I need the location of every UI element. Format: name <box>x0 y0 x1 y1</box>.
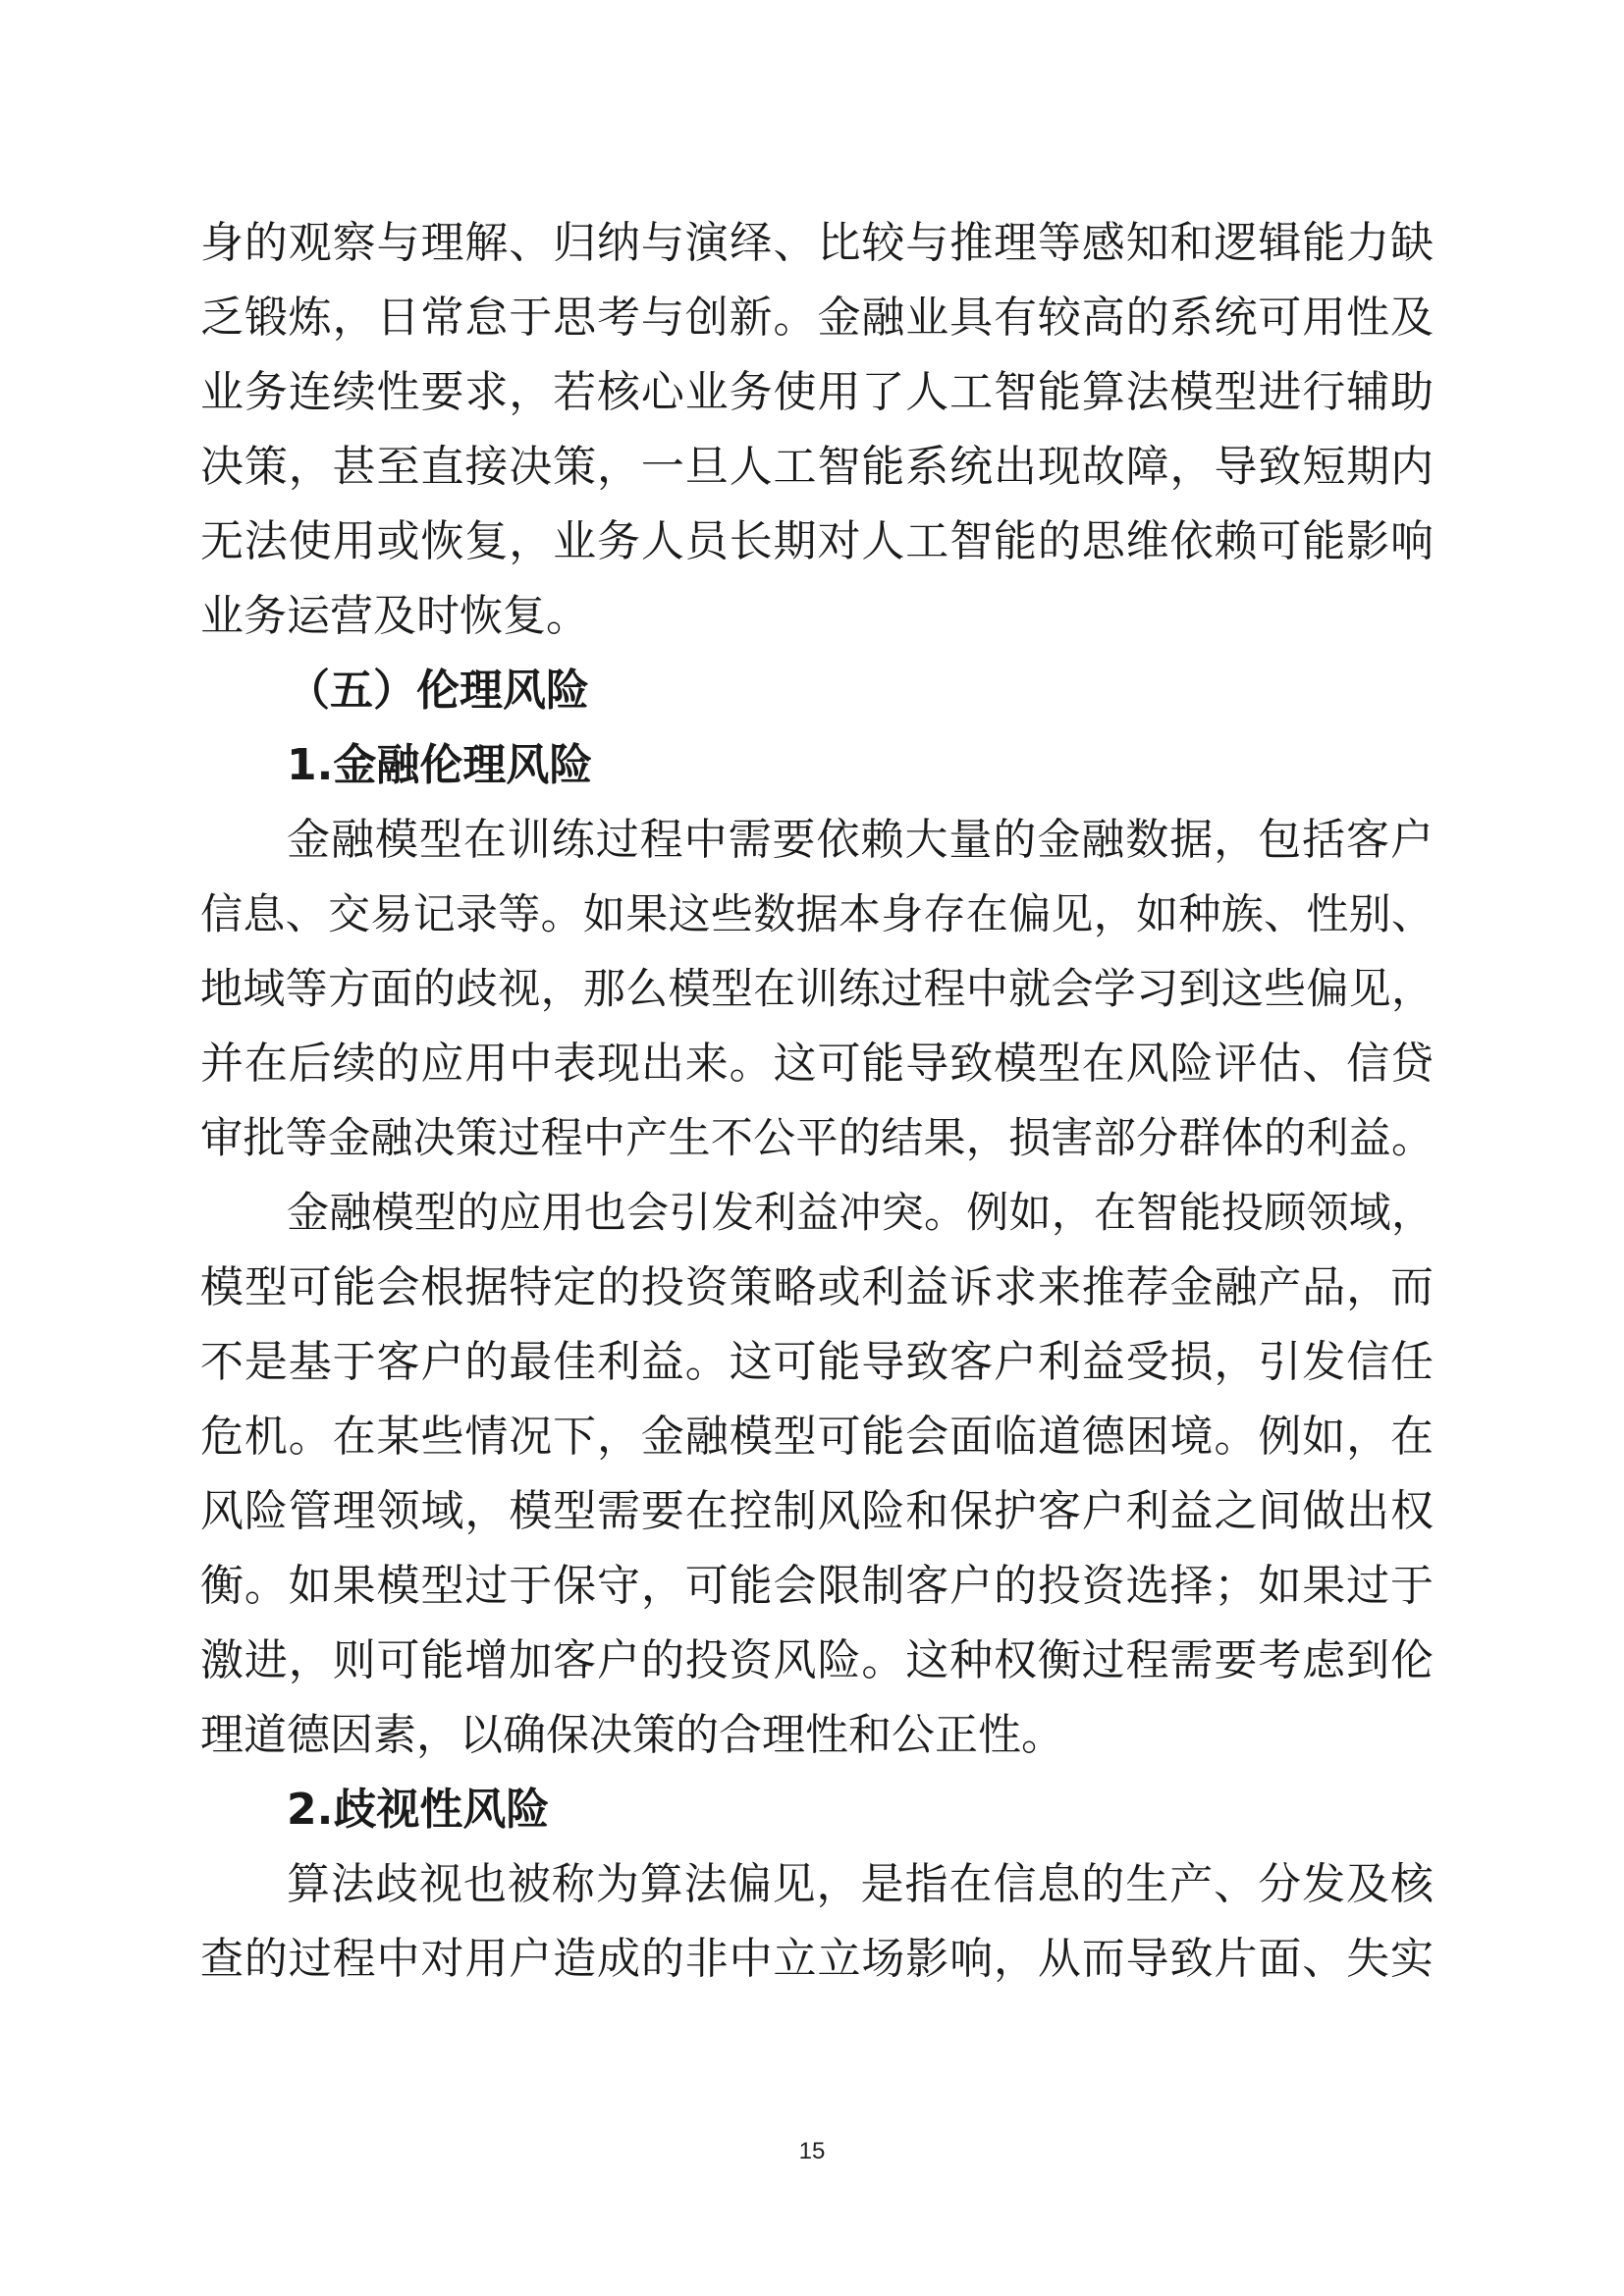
paragraph-line: 危机。在某些情况下，金融模型可能会面临道德困境。例如，在 <box>200 1412 1434 1462</box>
paragraph-line: 激进，则可能增加客户的投资风险。这种权衡过程需要考虑到伦 <box>200 1635 1434 1685</box>
paragraph-line: 模型可能会根据特定的投资策略或利益诉求来推荐金融产品，而 <box>200 1262 1434 1312</box>
paragraph-line: 查的过程中对用户造成的非中立立场影响，从而导致片面、失实 <box>200 1934 1434 1984</box>
paragraph-line: 并在后续的应用中表现出来。这可能导致模型在风险评估、信贷 <box>200 1039 1434 1089</box>
paragraph-line: 无法使用或恢复，业务人员长期对人工智能的思维依赖可能影响 <box>200 516 1434 566</box>
paragraph-line: 理道德因素，以确保决策的合理性和公正性。 <box>200 1710 1064 1760</box>
paragraph-line: 信息、交易记录等。如果这些数据本身存在偏见，如种族、性别、 <box>200 890 1434 939</box>
subsection-heading: 1.金融伦理风险 <box>287 740 593 790</box>
paragraph-line: 身的观察与理解、归纳与演绎、比较与推理等感知和逻辑能力缺 <box>200 218 1434 268</box>
paragraph-line: 金融模型在训练过程中需要依赖大量的金融数据，包括客户 <box>287 815 1434 865</box>
paragraph-line: 衡。如果模型过于保守，可能会限制客户的投资选择；如果过于 <box>200 1561 1434 1611</box>
paragraph-line: 决策，甚至直接决策，一旦人工智能系统出现故障，导致短期内 <box>200 442 1434 492</box>
paragraph-line: 风险管理领域，模型需要在控制风险和保护客户利益之间做出权 <box>200 1486 1434 1536</box>
section-heading: （五）伦理风险 <box>287 666 589 716</box>
page-number: 15 <box>798 2138 826 2164</box>
paragraph-line: 审批等金融决策过程中产生不公平的结果，损害部分群体的利益。 <box>200 1114 1434 1163</box>
paragraph-line: 乏锻炼，日常怠于思考与创新。金融业具有较高的系统可用性及 <box>200 293 1434 343</box>
paragraph-line: 不是基于客户的最佳利益。这可能导致客户利益受损，引发信任 <box>200 1337 1434 1387</box>
paragraph-line: 业务连续性要求，若核心业务使用了人工智能算法模型进行辅助 <box>200 367 1434 417</box>
paragraph-line: 地域等方面的歧视，那么模型在训练过程中就会学习到这些偏见， <box>200 965 1434 1014</box>
paragraph-line: 算法歧视也被称为算法偏见，是指在信息的生产、分发及核 <box>287 1859 1434 1909</box>
subsection-heading: 2.歧视性风险 <box>287 1785 550 1835</box>
paragraph-line: 金融模型的应用也会引发利益冲突。例如，在智能投顾领域， <box>287 1189 1434 1238</box>
paragraph-line: 业务运营及时恢复。 <box>200 591 589 641</box>
